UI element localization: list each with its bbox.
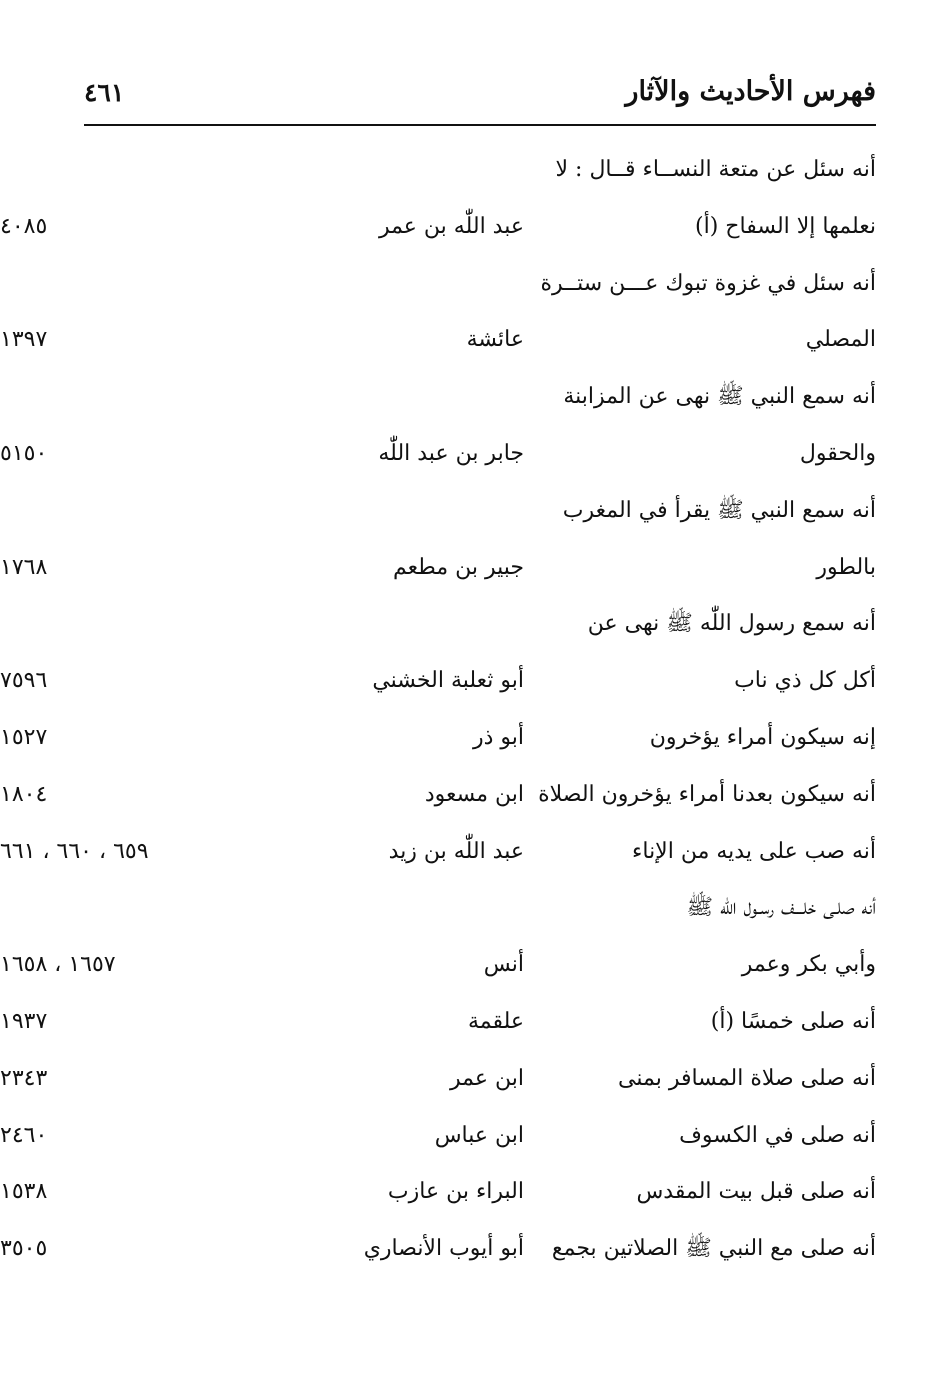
entry-numbers: ٦٥٩ ، ٦٦٠ ، ٦٦١: [0, 838, 149, 864]
entry-text: أنه صلى قبل بيت المقدس: [636, 1179, 876, 1205]
entry-narrator: أبو أيوب الأنصاري: [363, 1236, 524, 1262]
entry-text: أنه صلـى خلـــف رسـول اللّٰه ﷺ: [686, 895, 876, 921]
index-entry: [0, 1054, 932, 1111]
entry-narrator: ابن عباس: [434, 1122, 524, 1148]
entry-narrator: أبو ثعلبة الخشني: [372, 668, 524, 694]
entry-numbers: ١٥٢٧: [0, 724, 48, 750]
index-entry: [0, 372, 932, 429]
entry-numbers: ٧٥٩٦: [0, 668, 48, 694]
entry-narrator: البراء بن عازب: [387, 1179, 524, 1205]
index-entry: [0, 429, 932, 486]
index-entry: [0, 543, 932, 600]
entry-text: أنه سيكون بعدنا أمراء يؤخرون الصلاة: [538, 781, 876, 807]
entry-text: أنه صب على يديه من الإناء: [632, 838, 876, 864]
page-header: [84, 70, 876, 116]
entry-numbers: ١٩٣٧: [0, 1008, 48, 1034]
index-entry: [0, 315, 932, 372]
entry-numbers: ٢٣٤٣: [0, 1065, 48, 1091]
entry-narrator: عبد اللّٰه بن عمر: [378, 213, 524, 239]
entry-numbers: ٣٥٠٥: [0, 1236, 48, 1262]
header-rule: [84, 124, 876, 126]
entry-narrator: عبد اللّٰه بن زيد: [388, 838, 524, 864]
entry-narrator: علقمة: [467, 1008, 524, 1034]
hadith-index-list: [0, 145, 932, 1281]
entry-text: أنه سئل في غزوة تبوك عـــن ستــرة: [540, 270, 876, 296]
running-title: فهرس الأحاديث والآثار: [625, 76, 876, 107]
entry-text: بالطور: [816, 554, 876, 580]
entry-text: أنه سمع النبي ﷺ يقرأ في المغرب: [562, 497, 876, 523]
entry-narrator: جبير بن مطعم: [393, 554, 524, 580]
index-entry: [0, 1167, 932, 1224]
entry-text: أكل كل ذي ناب: [734, 668, 876, 694]
index-entry: [0, 1224, 932, 1281]
entry-numbers: ١٥٣٨: [0, 1179, 48, 1205]
entry-narrator: أنس: [483, 952, 524, 978]
entry-numbers: ٢٤٦٠: [0, 1122, 48, 1148]
entry-numbers: ٥١٥٠: [0, 440, 48, 466]
entry-text: أنه صلى مع النبي ﷺ الصلاتين بجمع: [551, 1236, 876, 1262]
index-entry: [0, 259, 932, 316]
entry-numbers: ١٣٩٧: [0, 327, 48, 353]
entry-narrator: أبو ذر: [472, 724, 524, 750]
index-entry: [0, 202, 932, 259]
entry-numbers: ٤٠٨٥: [0, 213, 48, 239]
entry-text: أنه سمع النبي ﷺ نهى عن المزابنة: [563, 384, 876, 410]
entry-text: المصلي: [805, 327, 876, 353]
entry-text: أنه سئل عن متعة النســاء قــال : لا: [555, 157, 876, 182]
entry-text: أنه صلى صلاة المسافر بمنى: [618, 1065, 876, 1091]
index-entry: [0, 770, 932, 827]
index-entry: [0, 1111, 932, 1168]
entry-numbers: ١٨٠٤: [0, 781, 48, 807]
entry-text: أنه صلى في الكسوف: [679, 1122, 876, 1148]
entry-narrator: ابن مسعود: [424, 781, 524, 807]
entry-text: وأبي بكر وعمر: [741, 952, 876, 978]
page-number: ٤٦١: [84, 78, 125, 107]
index-entry: [0, 940, 932, 997]
entry-text: أنه صلى خمسًا (أ): [710, 1008, 876, 1034]
entry-text: نعلمها إلا السفاح (أ): [695, 213, 876, 239]
index-entry: [0, 827, 932, 884]
entry-narrator: عائشة: [466, 327, 524, 353]
index-entry: [0, 599, 932, 656]
index-entry: [0, 883, 932, 940]
index-entry: [0, 997, 932, 1054]
entry-numbers: ١٦٥٧ ، ١٦٥٨: [0, 952, 116, 978]
index-entry: [0, 656, 932, 713]
entry-narrator: جابر بن عبد اللّٰه: [378, 440, 524, 466]
entry-text: إنه سيكون أمراء يؤخرون: [649, 724, 876, 750]
entry-text: والحقول: [799, 440, 876, 466]
entry-narrator: ابن عمر: [450, 1065, 524, 1091]
index-entry: [0, 145, 932, 202]
index-entry: [0, 486, 932, 543]
entry-numbers: ١٧٦٨: [0, 554, 48, 580]
index-entry: [0, 713, 932, 770]
entry-text: أنه سمع رسول اللّٰه ﷺ نهى عن: [587, 611, 876, 637]
